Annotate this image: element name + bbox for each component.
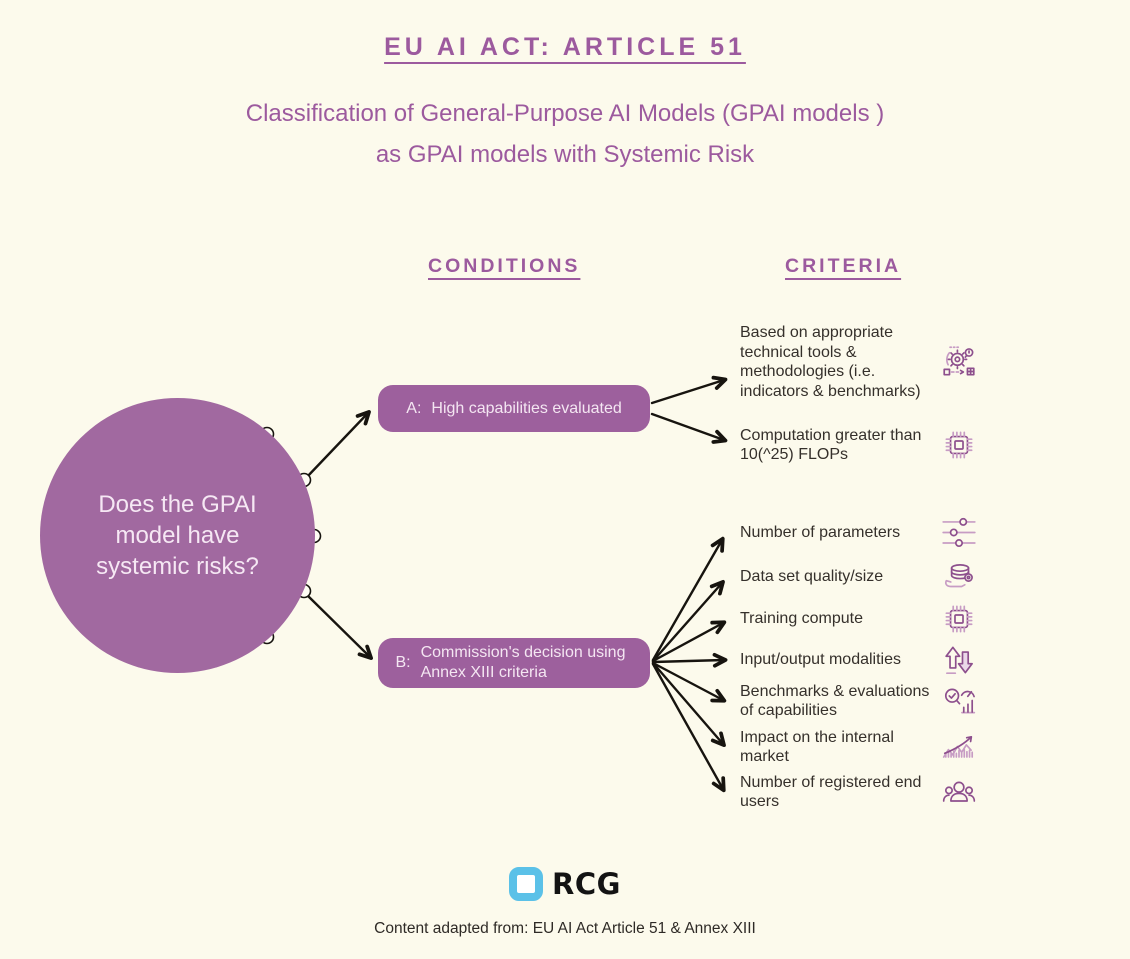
users-icon: [940, 773, 978, 811]
criteria-row-io-modalities: [740, 641, 978, 679]
conditions-column-header: CONDITIONS: [428, 255, 581, 277]
chip-icon: [940, 426, 978, 464]
credit-text: Content adapted from: EU AI Act Article 51 & Annex XIII: [374, 920, 756, 937]
criteria-label: Number of registered end users: [740, 773, 922, 810]
condition-b-label: Commission's decision using Annex XIII criteria: [420, 644, 626, 681]
logo-square-icon: [509, 867, 543, 901]
criteria-label: Training compute: [740, 610, 864, 628]
criteria-label: Input/output modalities: [740, 651, 901, 669]
criteria-row-dataset: [740, 558, 978, 596]
criteria-row-benchmarks-evaluations: [740, 679, 978, 723]
criteria-row-market-impact: [740, 725, 978, 769]
criteria-row-technical-tools: [740, 320, 978, 404]
criteria-column-header: CRITERIA: [785, 255, 902, 277]
logo: [0, 867, 1130, 901]
sliders-icon: [940, 514, 978, 552]
criteria-label: Benchmarks & evaluations of capabilities: [740, 682, 930, 719]
condition-a-prefix: A:: [406, 399, 422, 417]
benchmark-gauge-icon: [940, 682, 978, 720]
dataset-hand-icon: [940, 558, 978, 596]
criteria-label: Computation greater than 10(^25) FLOPs: [740, 426, 922, 463]
chip-icon: [940, 600, 978, 638]
condition-b-prefix: B:: [395, 654, 411, 671]
criteria-label: Based on appropriate technical tools & methodologies (i.e. indicators & benchmarks): [740, 324, 921, 400]
criteria-row-parameters: [740, 514, 978, 552]
subtitle-line-2: as GPAI models with Systemic Risk: [375, 141, 755, 168]
arrow-lines: [306, 380, 724, 789]
page-subtitle: [0, 93, 1130, 175]
process-gear-icon: [940, 343, 978, 381]
criteria-row-end-users: [740, 770, 978, 814]
criteria-row-training-compute: [740, 600, 978, 638]
input-output-arrows-icon: [940, 641, 978, 679]
criteria-label: Number of parameters: [740, 524, 901, 542]
market-trend-icon: [940, 728, 978, 766]
condition-a-label: High capabilities evaluated: [431, 399, 622, 417]
criteria-label: Impact on the internal market: [740, 728, 894, 765]
condition-box-b: [378, 638, 650, 688]
subtitle-line-1: Classification of General-Purpose AI Models (GPAI models ): [245, 100, 885, 127]
criteria-row-computation-flops: [740, 424, 978, 466]
question-circle: [40, 398, 315, 673]
criteria-label: Data set quality/size: [740, 568, 884, 586]
page-title: EU AI ACT: ARTICLE 51: [384, 33, 746, 61]
condition-box-a: [378, 385, 650, 432]
logo-text: RCG: [552, 867, 621, 901]
question-text: Does the GPAI model have systemic risks?: [96, 491, 259, 580]
